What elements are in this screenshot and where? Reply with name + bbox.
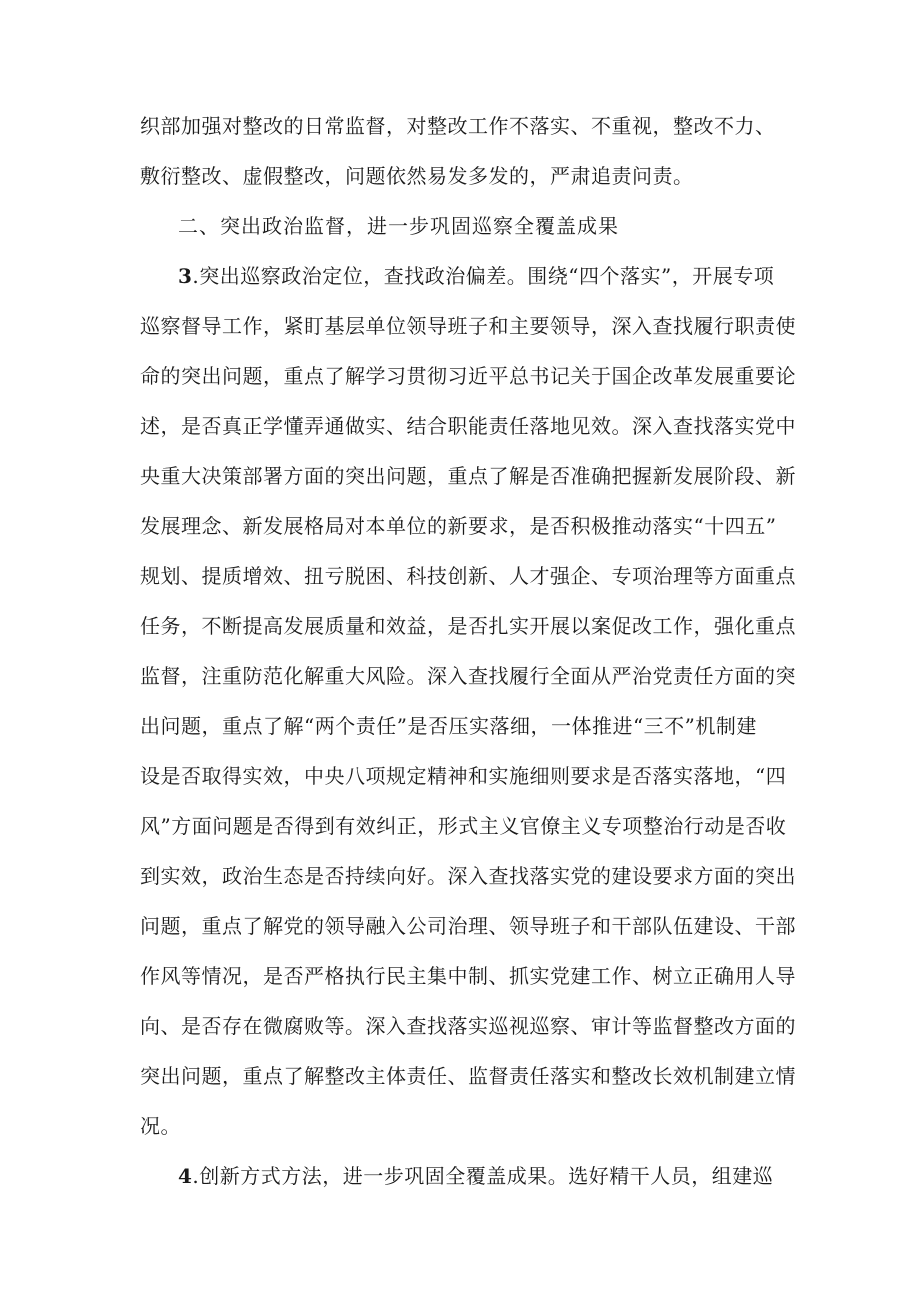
text-line: 突出问题，重点了解整改主体责任、监督责任落实和整改长效机制建立情 bbox=[140, 1064, 796, 1088]
text-line: 发展理念、新发展格局对本单位的新要求，是否积极推动落实“十四五” bbox=[140, 514, 777, 538]
text-line: 命的突出问题，重点了解学习贯彻习近平总书记关于国企改革发展重要论 bbox=[140, 364, 796, 388]
text-line: 巡察督导工作，紧盯基层单位领导班子和主要领导，深入查找履行职责使 bbox=[140, 314, 796, 338]
text-line: 况。 bbox=[140, 1114, 181, 1138]
text-line: 任务，不断提高发展质量和效益，是否扎实开展以案促改工作，强化重点 bbox=[140, 614, 796, 638]
section-heading: 二、突出政治监督，进一步巩固巡察全覆盖成果 bbox=[178, 214, 619, 238]
text-line: 监督，注重防范化解重大风险。深入查找履行全面从严治党责任方面的突 bbox=[140, 664, 796, 688]
paragraph-3-lead: .突出巡察政治定位，查找政治偏差。围绕“四个落实”，开展专项 bbox=[192, 264, 775, 288]
text-line: 问题，重点了解党的领导融入公司治理、领导班子和干部队伍建设、干部 bbox=[140, 914, 796, 938]
text-line: 设是否取得实效，中央八项规定精神和实施细则要求是否落实落地，“四 bbox=[140, 764, 787, 788]
text-line: 出问题，重点了解“两个责任”是否压实落细，一体推进“三不”机制建 bbox=[140, 714, 757, 738]
text-line-1: 织部加强对整改的日常监督，对整改工作不落实、不重视，整改不力、 bbox=[140, 114, 776, 138]
text-line: 规划、提质增效、扭亏脱困、科技创新、人才强企、专项治理等方面重点 bbox=[140, 564, 796, 588]
text-line: 到实效，政治生态是否持续向好。深入查找落实党的建设要求方面的突出 bbox=[140, 864, 796, 888]
text-line: 作风等情况，是否严格执行民主集中制、抓实党建工作、树立正确用人导 bbox=[140, 964, 796, 988]
paragraph-3-number: 3 bbox=[178, 264, 193, 288]
paragraph-4-number: 4 bbox=[178, 1164, 193, 1188]
paragraph-3-first-line bbox=[178, 263, 790, 289]
paragraph-4-first-line bbox=[178, 1163, 790, 1189]
text-line: 央重大决策部署方面的突出问题，重点了解是否准确把握新发展阶段、新 bbox=[140, 464, 796, 488]
paragraph-4-lead: .创新方式方法，进一步巩固全覆盖成果。选好精干人员，组建巡 bbox=[192, 1164, 774, 1188]
text-line-2: 敷衍整改、虚假整改，问题依然易发多发的，严肃追责问责。 bbox=[140, 164, 694, 188]
text-line: 向、是否存在微腐败等。深入查找落实巡视巡察、审计等监督整改方面的 bbox=[140, 1014, 796, 1038]
text-line: 风”方面问题是否得到有效纠正，形式主义官僚主义专项整治行动是否收 bbox=[140, 814, 787, 838]
text-line: 述，是否真正学懂弄通做实、结合职能责任落地见效。深入查找落实党中 bbox=[140, 414, 796, 438]
